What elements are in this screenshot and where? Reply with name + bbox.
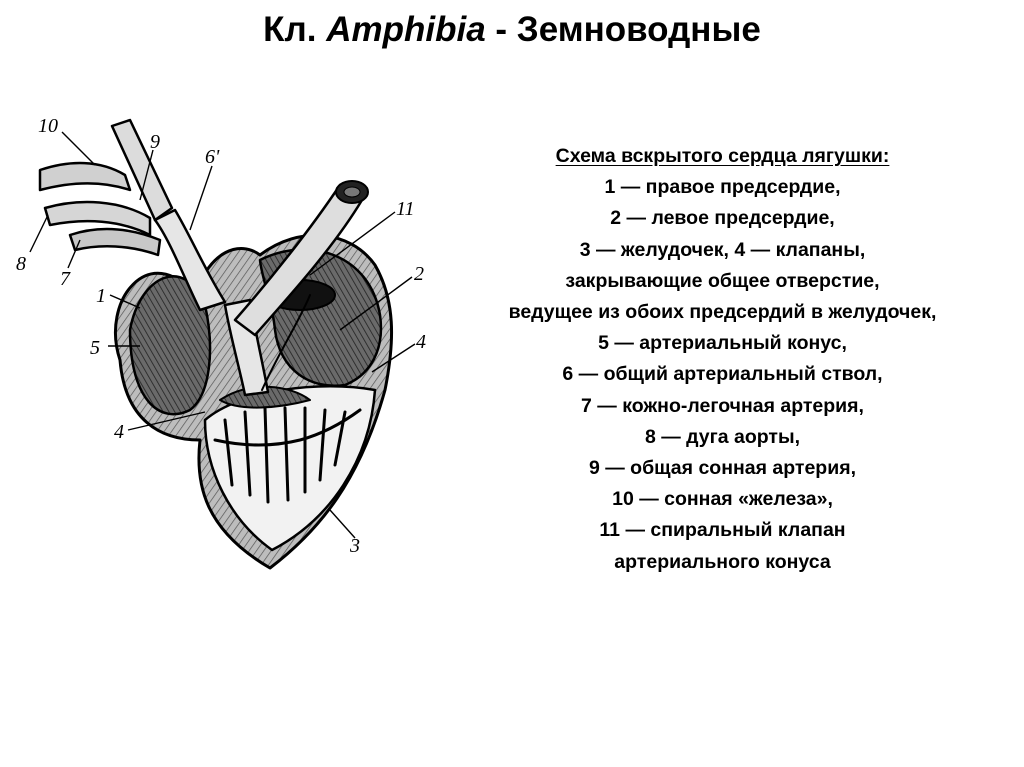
- legend-line: 3 — желудочек, 4 — клапаны,: [579, 238, 866, 261]
- label-4-right: 4: [416, 331, 426, 353]
- legend: [420, 141, 1024, 578]
- slide-title: [0, 8, 1024, 52]
- legend-line: закрывающие общее отверстие,: [565, 269, 880, 292]
- legend-line: 9 — общая сонная артерия,: [588, 457, 856, 480]
- legend-line: 5 — артериальный конус,: [598, 332, 847, 355]
- label-2: 2: [414, 263, 424, 285]
- legend-line: ведущее из обоих предсердий в желудочек,: [508, 301, 937, 324]
- label-10: 10: [38, 115, 58, 137]
- legend-line: 8 — дуга аорты,: [644, 425, 801, 448]
- legend-line: 7 — кожно-легочная артерия,: [581, 394, 864, 417]
- title-latin: Amphibia: [326, 10, 486, 49]
- legend-line: артериального конуса: [614, 550, 831, 573]
- label-4-left: 4: [114, 421, 124, 443]
- carotid-gland: [40, 163, 130, 190]
- label-5: 5: [90, 337, 100, 359]
- label-9: 9: [150, 131, 160, 153]
- legend-line: 6 — общий артериальный ствол,: [562, 363, 883, 386]
- legend-line: 11 — спиральный клапан: [599, 519, 846, 542]
- label-8: 8: [16, 253, 26, 275]
- label-6: 6': [205, 146, 220, 168]
- legend-line: 2 — левое предсердие,: [610, 207, 835, 230]
- label-7: 7: [60, 268, 70, 290]
- legend-line: 1 — правое предсердие,: [604, 176, 841, 199]
- legend-line: 10 — сонная «железа»,: [612, 488, 833, 511]
- label-3: 3: [350, 535, 360, 557]
- label-1: 1: [96, 285, 106, 307]
- title-suffix: - Земноводные: [485, 10, 761, 49]
- legend-heading: Схема вскрытого сердца лягушки:: [555, 145, 890, 167]
- title-prefix: Кл.: [263, 10, 327, 49]
- label-11: 11: [396, 198, 415, 220]
- frog-heart-diagram: [0, 90, 470, 590]
